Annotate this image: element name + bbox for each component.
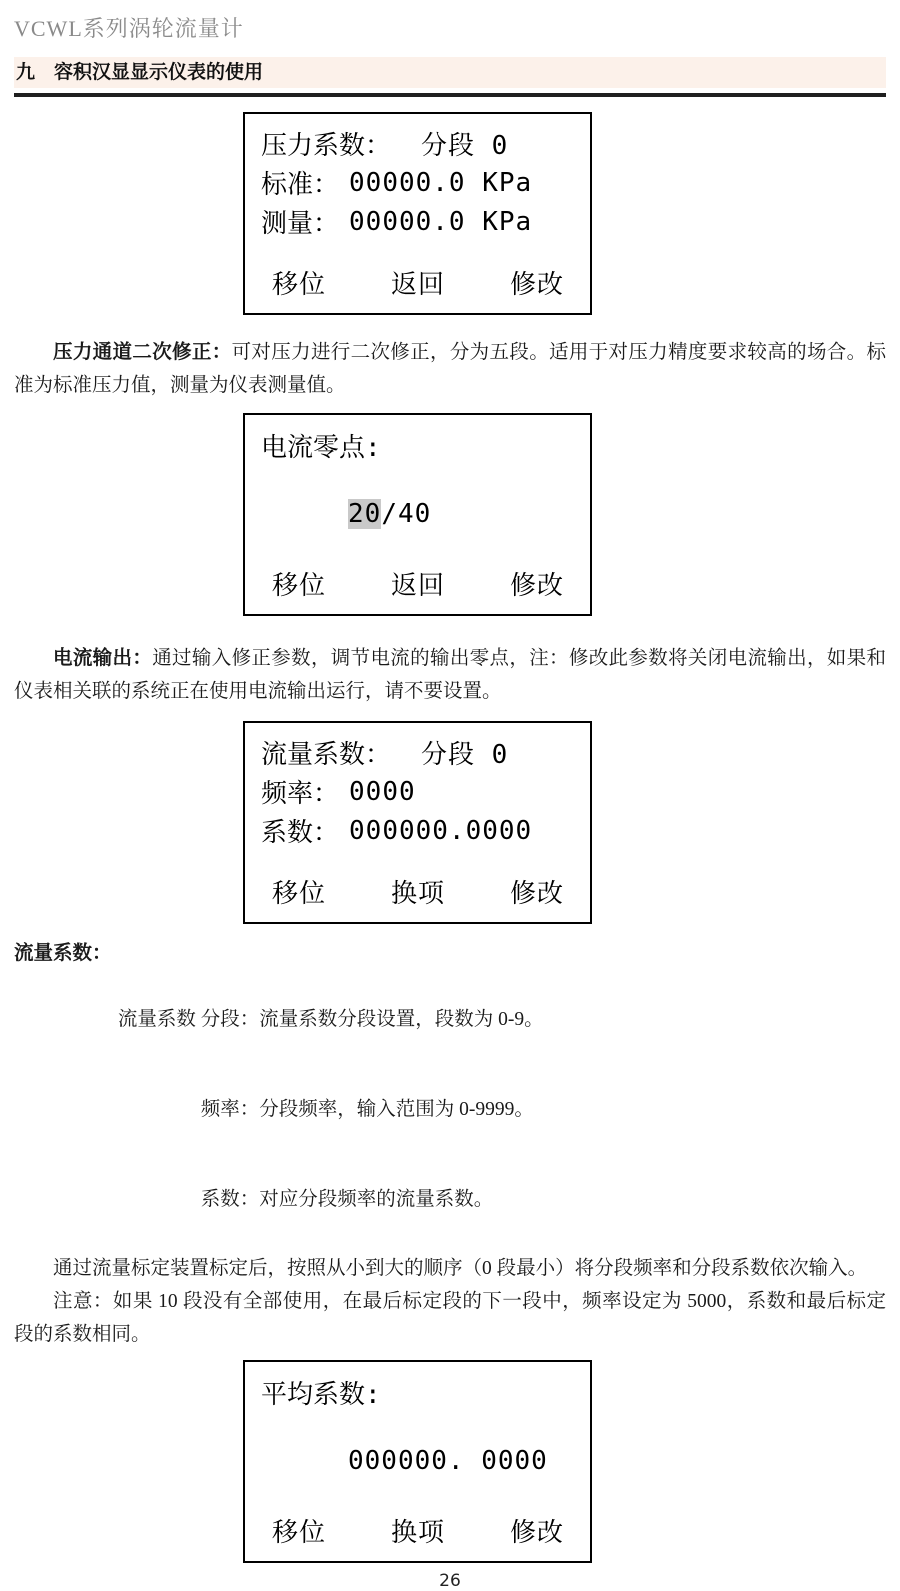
current-zero-value: [348, 499, 431, 529]
flow-spec-list: [14, 982, 886, 1237]
pressure-correction-paragraph: [14, 336, 886, 402]
spec-text: 分段频率，输入范围为 0-9999。: [259, 1099, 534, 1120]
screen-line: [261, 124, 590, 163]
screen-line: [261, 733, 590, 772]
softkey-modify: 修改: [509, 879, 564, 909]
field-label: 流量系数：: [261, 740, 392, 770]
field-value: 分段 0: [421, 740, 509, 770]
softkey-shift: 移位: [272, 1518, 327, 1548]
highlighted-digits: 20: [348, 499, 382, 529]
softkey-return: 返回: [390, 571, 445, 601]
softkey-modify: 修改: [509, 571, 564, 601]
spec-label: 流量系数 分段：: [117, 1009, 260, 1030]
spec-text: 流量系数分段设置，段数为 0-9。: [259, 1009, 544, 1030]
softkey-shift: 移位: [272, 270, 327, 300]
flow-coefficient-screen: [243, 721, 592, 924]
paragraph-lead: 电流输出：: [53, 648, 153, 669]
screen-value-area: [245, 463, 590, 565]
section-heading: 九 容积汉显显示仪表的使用: [14, 57, 886, 88]
field-label: 压力系数：: [261, 131, 392, 161]
average-coefficient-screen: [243, 1360, 592, 1563]
softkey-modify: 修改: [509, 1518, 564, 1548]
note-paragraph: 注意：如果 10 段没有全部使用，在最后标定段的下一段中，频率设定为 5000，系数和最后标定段的系数相同。: [14, 1291, 886, 1345]
screen-lines: [245, 723, 590, 850]
field-value: 00000.0 KPa: [349, 206, 533, 237]
softkey-switch-item: 换项: [390, 1518, 445, 1548]
screen-value-area: [245, 1410, 590, 1512]
value-rest: /40: [381, 499, 432, 529]
field-label: 频率：: [261, 779, 340, 809]
paragraph-lead: 压力通道二次修正：: [53, 342, 232, 363]
softkey-modify: 修改: [509, 270, 564, 300]
field-label: 标准：: [261, 170, 340, 200]
flow-coefficient-heading: 流量系数：: [14, 943, 112, 964]
screen-line: [261, 811, 590, 850]
field-label: 系数：: [261, 818, 340, 848]
paragraph-text: 可对压力进行二次修正，分为五段。适用于对压力精度要求较高的场合。标准为标准压力值，测量为仪表测量值。: [14, 342, 886, 396]
softkey-row: [245, 264, 590, 313]
calibration-paragraph: 通过流量标定装置标定后，按照从小到大的顺序（0 段最小）将分段频率和分段系数依次输入。: [53, 1258, 868, 1279]
softkey-return: 返回: [390, 270, 445, 300]
screen-line: [261, 202, 590, 241]
page-number: 26: [439, 1571, 461, 1591]
screen-lines: [245, 114, 590, 241]
screen-title: 平均系数:: [261, 1380, 381, 1410]
spec-label: 系数：: [200, 1189, 260, 1210]
section-divider: [14, 93, 886, 97]
softkey-row: [245, 873, 590, 922]
softkey-shift: 移位: [272, 571, 327, 601]
current-zero-screen: [243, 413, 592, 616]
field-label: 测量：: [261, 209, 340, 239]
spec-label: 频率：: [200, 1099, 260, 1120]
field-value: 00000.0 KPa: [349, 167, 533, 198]
spec-item-frequency: [78, 1072, 886, 1147]
screen-title: 电流零点:: [261, 433, 381, 463]
average-coefficient-value: 000000. 0000: [348, 1446, 548, 1476]
softkey-row: [245, 1512, 590, 1561]
screen-line: [261, 772, 590, 811]
current-output-paragraph: [14, 642, 886, 708]
softkey-row: [245, 565, 590, 614]
pressure-coefficient-screen: [243, 112, 592, 315]
softkey-shift: 移位: [272, 879, 327, 909]
paragraph-text: 通过输入修正参数，调节电流的输出零点，注：修改此参数将关闭电流输出，如果和仪表相关联的系统正在使用电流输出运行，请不要设置。: [14, 648, 886, 702]
field-value: 000000.0000: [349, 815, 533, 846]
document-title: VCWL系列涡轮流量计: [14, 16, 244, 41]
spec-item-segment: [78, 982, 886, 1057]
screen-line: [261, 163, 590, 202]
field-value: 分段 0: [421, 131, 509, 161]
spec-text: 对应分段频率的流量系数。: [259, 1189, 494, 1210]
spec-item-coefficient: [78, 1162, 886, 1237]
field-value: 0000: [349, 776, 416, 807]
softkey-switch-item: 换项: [390, 879, 445, 909]
